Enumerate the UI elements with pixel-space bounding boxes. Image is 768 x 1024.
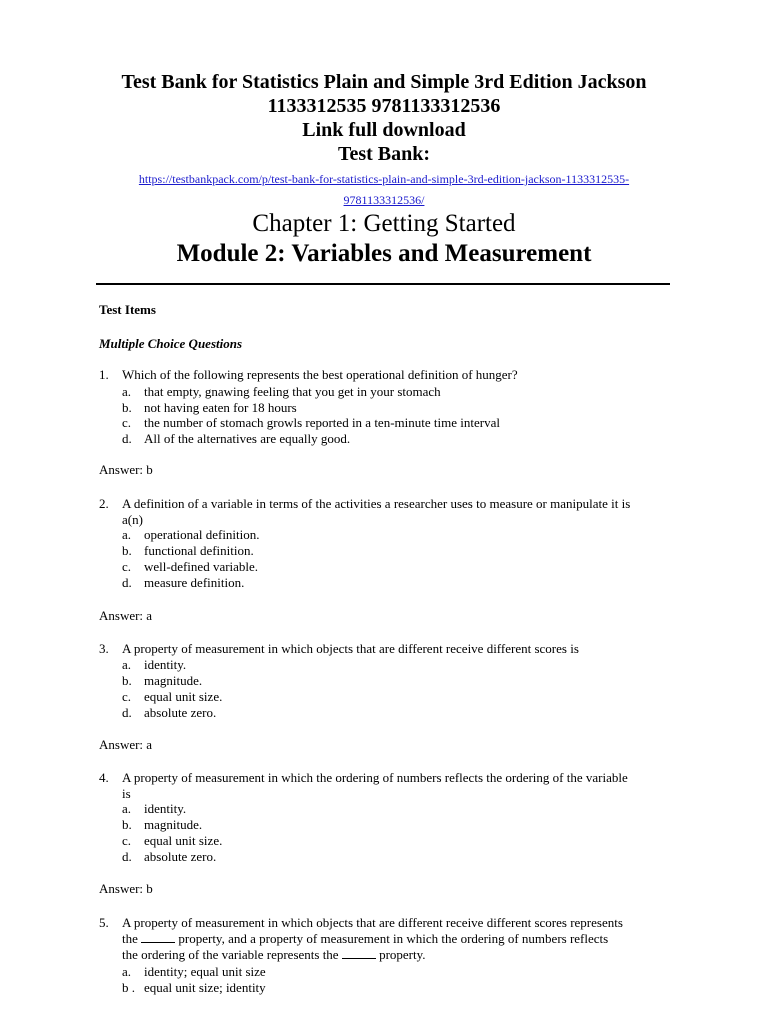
answer-key: Answer: a — [99, 737, 153, 752]
option-letter: d. — [122, 431, 132, 446]
option-letter: c. — [122, 833, 132, 848]
link-full-download-label: Link full download — [302, 119, 466, 141]
option-letter: c. — [122, 689, 132, 704]
section-heading-test-items: Test Items — [99, 302, 156, 317]
option-letter: b. — [122, 673, 132, 688]
answer-key: Answer: b — [99, 462, 153, 477]
option-letter: c. — [122, 559, 132, 574]
chapter-title: Chapter 1: Getting Started — [252, 210, 516, 237]
question-stem-continued: a(n) — [122, 512, 143, 527]
stem-text: the ordering of the variable represents the — [122, 947, 339, 962]
option-text: operational definition. — [144, 527, 260, 542]
question-stem-continued — [122, 947, 426, 963]
option-text: not having eaten for 18 hours — [144, 400, 297, 415]
option-text: identity; equal unit size — [144, 964, 266, 979]
option-text: identity. — [144, 801, 187, 816]
question-stem-continued: is — [122, 786, 131, 801]
option-text: equal unit size. — [144, 833, 223, 848]
module-title: Module 2: Variables and Measurement — [176, 240, 592, 267]
option-letter: b. — [122, 543, 132, 558]
option-text: the number of stomach growls reported in a ten-minute time interval — [144, 415, 500, 430]
option-letter: a. — [122, 657, 132, 672]
option-text: well-defined variable. — [144, 559, 259, 574]
stem-text: property, and a property of measurement in which the ordering of numbers reflects — [178, 931, 609, 946]
option-text: identity. — [144, 657, 187, 672]
option-letter: d. — [122, 575, 132, 590]
question-number: 4. — [99, 770, 109, 785]
question-stem: A property of measurement in which objects that are different receive different scores represents — [122, 915, 623, 930]
option-text: measure definition. — [144, 575, 245, 590]
question-stem: A definition of a variable in terms of the activities a researcher uses to measure or manipulate it is — [122, 496, 631, 511]
download-link-line-1[interactable]: https://testbankpack.com/p/test-bank-for-statistics-plain-and-simple-3rd-edition-jackson-1133312535- — [138, 172, 630, 186]
download-link-line-2[interactable]: 9781133312536/ — [343, 193, 425, 207]
question-stem: A property of measurement in which the ordering of numbers reflects the ordering of the variable — [122, 770, 628, 785]
answer-key: Answer: b — [99, 881, 153, 896]
answer-blank — [141, 931, 175, 943]
option-letter: b. — [122, 400, 132, 415]
option-letter: d. — [122, 849, 132, 864]
option-text: that empty, gnawing feeling that you get in your stomach — [144, 384, 441, 399]
document-title-line-2: 1133312535 9781133312536 — [267, 95, 501, 117]
option-letter: a. — [122, 801, 132, 816]
option-text: absolute zero. — [144, 705, 217, 720]
option-letter: a. — [122, 384, 132, 399]
question-number: 1. — [99, 367, 109, 382]
option-text: equal unit size; identity — [144, 980, 266, 995]
answer-key: Answer: a — [99, 608, 153, 623]
option-text: functional definition. — [144, 543, 254, 558]
option-text: equal unit size. — [144, 689, 223, 704]
stem-text: the — [122, 931, 138, 946]
option-text: magnitude. — [144, 673, 203, 688]
document-title-line-1: Test Bank for Statistics Plain and Simple 3rd Edition Jackson — [121, 71, 647, 93]
answer-blank — [342, 947, 376, 959]
option-letter: a. — [122, 527, 132, 542]
question-stem: A property of measurement in which objects that are different receive different scores is — [122, 641, 579, 656]
option-letter: c. — [122, 415, 132, 430]
option-letter: b . — [122, 980, 135, 995]
question-number: 3. — [99, 641, 109, 656]
option-letter: b. — [122, 817, 132, 832]
section-heading-multiple-choice: Multiple Choice Questions — [99, 336, 243, 351]
option-text: All of the alternatives are equally good. — [144, 431, 351, 446]
option-letter: a. — [122, 964, 132, 979]
test-bank-label: Test Bank: — [337, 143, 431, 165]
question-stem: Which of the following represents the best operational definition of hunger? — [122, 367, 518, 382]
question-number: 5. — [99, 915, 109, 930]
horizontal-divider — [96, 283, 670, 285]
option-text: absolute zero. — [144, 849, 217, 864]
option-letter: d. — [122, 705, 132, 720]
question-stem-continued — [122, 931, 608, 947]
option-text: magnitude. — [144, 817, 203, 832]
question-number: 2. — [99, 496, 109, 511]
stem-text: property. — [379, 947, 426, 962]
